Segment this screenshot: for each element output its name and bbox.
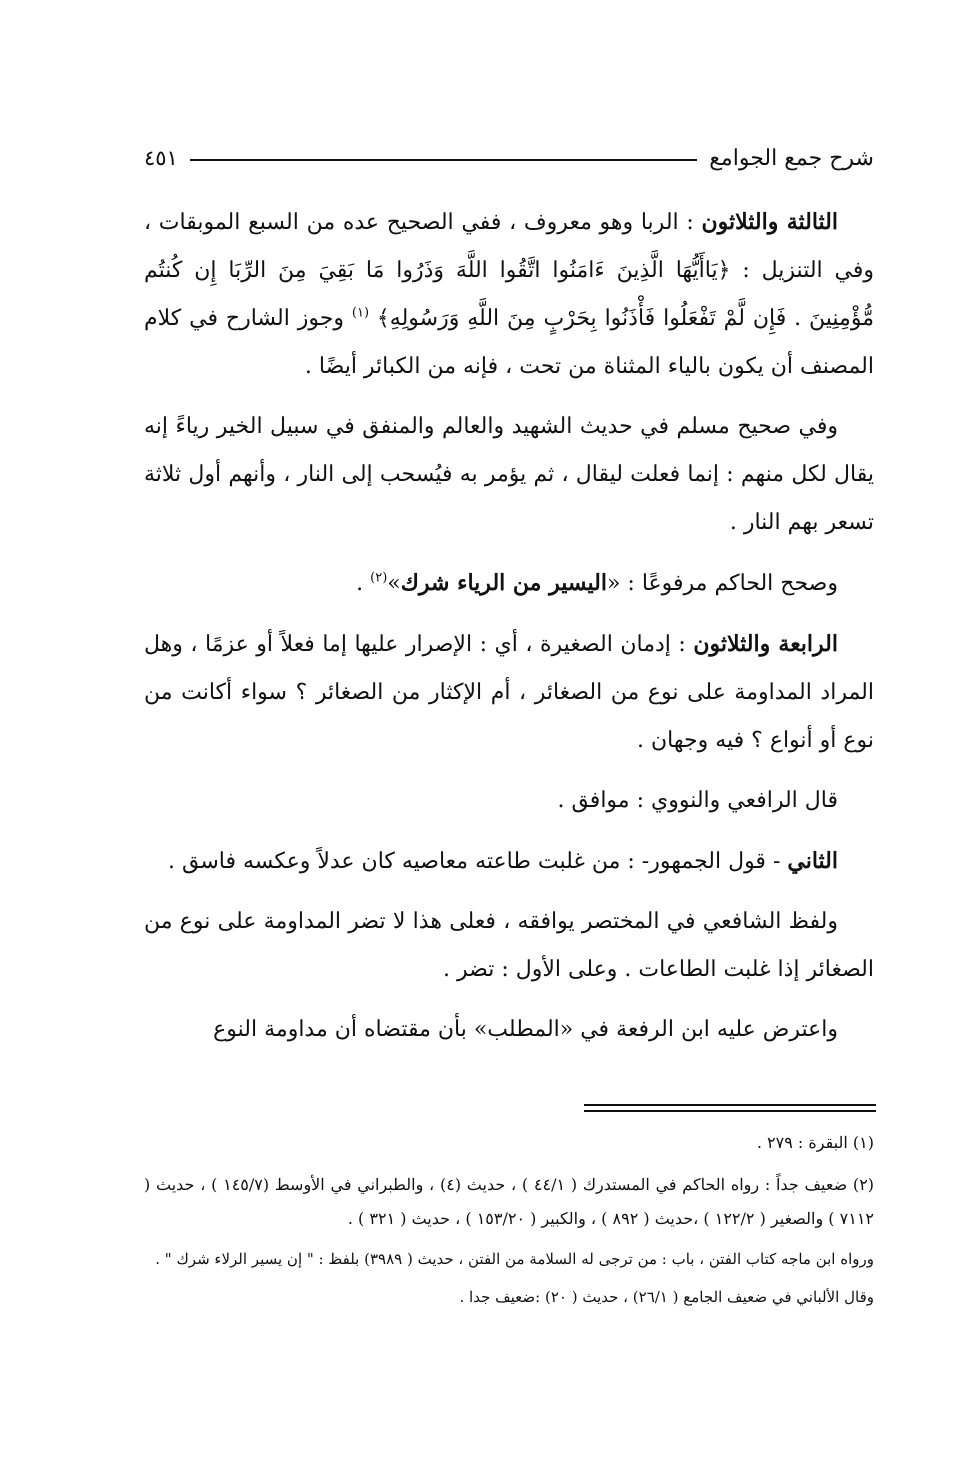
footnote-separator — [584, 1104, 876, 1112]
paragraph-rafii — [144, 777, 874, 825]
footnotes — [144, 1126, 874, 1320]
footnote-2-albani: وقال الألباني في ضعيف الجامع ( ٢٦/١) ، حديث ( ٢٠) :ضعيف جدا . — [459, 1288, 874, 1306]
footnote-ref[interactable]: (٢) — [370, 570, 388, 586]
section-term: الرابعة والثلاثون — [693, 631, 838, 657]
running-header — [144, 138, 874, 178]
paragraph-34 — [144, 620, 874, 765]
main-text — [144, 198, 874, 1066]
hadith-quote: اليسير من الرياء شرك — [400, 570, 607, 596]
paragraph-text: وصحح الحاكم مرفوعًا : « — [606, 571, 838, 596]
header-title: شرح جمع الجوامع — [709, 145, 874, 171]
footnote-1: (١) البقرة : ٢٧٩ . — [756, 1133, 874, 1152]
paragraph-muslim-hadith — [144, 403, 874, 547]
paragraph-text: : الربا وهو معروف ، ففي الصحيح عده من السبع الموبقات ، وفي التنزيل : ﴿يَاأَيُّهَا الَّذِينَ ءَامَنُوا اتَّقُوا اللَّهَ وَذَرُوا مَا بَقِيَ مِنَ الرِّبَا إِن كُنتُم مُّؤْمِنِينَ . فَإِن لَّمْ تَفْعَلُوا فَأْذَنُوا بِحَرْبٍ مِنَ اللَّهِ وَرَسُولِهِ﴾ — [144, 210, 874, 331]
footnote-ref[interactable]: (١) — [351, 305, 370, 321]
paragraph-ibn-rifa — [144, 1006, 874, 1054]
paragraph-text-cont: . — [356, 571, 371, 596]
paragraph-text: واعترض عليه ابن الرفعة في «المطلب» بأن مقتضاه أن مداومة النوع — [213, 1017, 838, 1042]
section-term: الثاني — [787, 848, 838, 874]
paragraph-text: قال الرافعي والنووي : موافق . — [557, 788, 838, 813]
footnote-2: (٢) ضعيف جداً : رواه الحاكم في المستدرك ( ٤٤/١ ) ، حديث (٤) ، والطبراني في الأوسط (١٤٥/٧ ) ، حديث ( ٧١١٢ ) والصغير ( ١٢٢/٢ ) ،حديث ( ٨٩٢ ) ، والكبير ( ١٥٣/٢٠ ) ، حديث ( ٣٢١ ) . — [144, 1175, 875, 1228]
page-number: ٤٥١ — [144, 146, 178, 170]
paragraph-shafii — [144, 898, 874, 994]
paragraph-text: وفي صحيح مسلم في حديث الشهيد والعالم والمنفق في سبيل الخير رياءً إنه يقال لكل منهم : إنما فعلت ليقال ، ثم يؤمر به فيُسحب إلى النار ، وأنهم أول ثلاثة تسعر بهم النار . — [144, 414, 874, 535]
footnote-2-ibn-majah: ورواه ابن ماجه كتاب الفتن ، باب : من ترجى له السلامة من الفتن ، حديث ( ٣٩٨٩) بلفظ : " إن يسير الرلاء شرك " . — [155, 1250, 874, 1268]
paragraph-text: : إدمان الصغيرة ، أي : الإصرار عليها إما فعلاً أو عزمًا ، وهل المراد المداومة على نوع من الصغائر ، أم الإكثار من الصغائر ؟ سواء أكانت من نوع أو أنواع ؟ فيه وجهان . — [144, 632, 874, 753]
paragraph-second-view — [144, 837, 874, 886]
paragraph-hakim — [144, 559, 874, 608]
quote-close: » — [387, 571, 401, 596]
section-term: الثالثة والثلاثون — [701, 209, 838, 235]
header-rule — [190, 159, 697, 161]
paragraph-text: - قول الجمهور- : من غلبت طاعته معاصيه كان عدلاً وعكسه فاسق . — [168, 849, 788, 874]
paragraph-text: ولفظ الشافعي في المختصر يوافقه ، فعلى هذا لا تضر المداومة على نوع من الصغائر إذا غلبت الطاعات . وعلى الأول : تضر . — [144, 909, 874, 982]
paragraph-text-cont: وجوز الشارح في كلام المصنف أن يكون بالياء المثناة من تحت ، فإنه من الكبائر أيضًا . — [144, 306, 874, 379]
paragraph-33 — [144, 198, 874, 391]
